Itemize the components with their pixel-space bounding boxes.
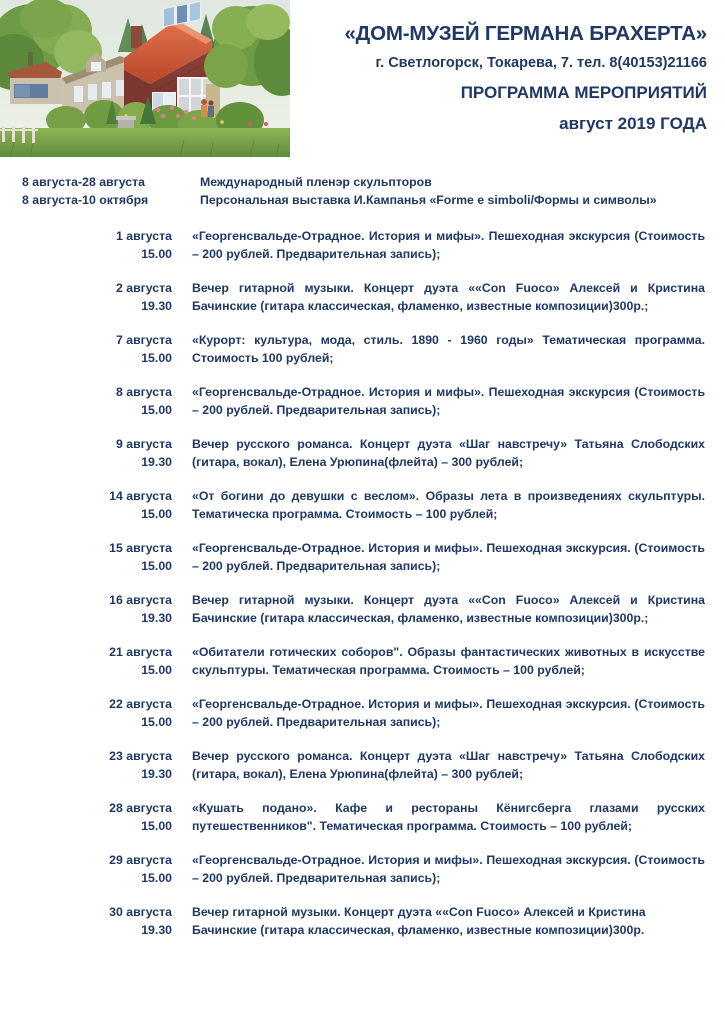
program-title: ПРОГРАММА МЕРОПРИЯТИЙ — [460, 82, 707, 102]
season-row — [14, 192, 705, 210]
event-date: 14 августа — [109, 489, 172, 503]
event-time: 19.30 — [141, 298, 172, 313]
event-time: 15.00 — [141, 506, 172, 521]
event-row — [14, 540, 705, 575]
museum-title: «ДОМ-МУЗЕЙ ГЕРМАНА БРАХЕРТА» — [344, 22, 707, 45]
event-row — [14, 280, 705, 315]
event-description: «Георгенсвальде-Отрадное. История и мифы». Пешеходная экскурсия. (Стоимость – 200 рублей. Предварительная запись); — [192, 697, 705, 729]
event-description: Вечер гитарной музыки. Концерт дуэта ««Con Fuoco» Алексей и Кристина Бачинские (гитара классическая, фламенко, известные композиции)300р. — [192, 905, 646, 937]
event-row — [14, 384, 705, 419]
event-date: 2 августа — [115, 281, 172, 295]
event-when — [14, 280, 172, 315]
event-date: 23 августа — [109, 749, 172, 763]
event-rows — [14, 228, 705, 939]
event-description: «Георгенсвальде-Отрадное. История и мифы». Пешеходная экскурсия (Стоимость – 200 рублей. Предварительная запись); — [192, 229, 705, 261]
event-time: 15.00 — [141, 402, 172, 417]
event-date: 9 августа — [115, 437, 172, 451]
event-description: Вечер русского романса. Концерт дуэта «Шаг навстречу» Татьяна Слободских (гитара, вокал), Елена Урюпина(флейта) – 300 рублей; — [192, 437, 705, 469]
event-date: 1 августа — [115, 229, 172, 243]
event-when — [14, 332, 172, 367]
event-date: 22 августа — [109, 697, 172, 711]
program-listing — [0, 174, 725, 939]
event-row — [14, 904, 705, 939]
event-when — [14, 644, 172, 679]
season-row-description: Персональная выставка И.Кампанья «Forme e simboli/Формы и символы» — [200, 192, 657, 207]
event-time: 15.00 — [141, 558, 172, 573]
event-time: 15.00 — [141, 870, 172, 885]
event-description: «Георгенсвальде-Отрадное. История и мифы». Пешеходная экскурсия. (Стоимость – 200 рублей. Предварительная запись); — [192, 541, 705, 573]
event-time: 15.00 — [141, 662, 172, 677]
event-time: 19.30 — [141, 766, 172, 781]
event-description: «Георгенсвальде-Отрадное. История и мифы». Пешеходная экскурсия. (Стоимость – 200 рублей. Предварительная запись); — [192, 853, 705, 885]
event-time: 19.30 — [141, 610, 172, 625]
event-row — [14, 332, 705, 367]
event-date: 30 августа — [109, 905, 172, 919]
event-date: 15 августа — [109, 541, 172, 555]
event-description: Вечер гитарной музыки. Концерт дуэта ««Con Fuoco» Алексей и Кристина Бачинские (гитара классическая, фламенко, известные композиции)300р.; — [192, 281, 705, 313]
event-date: 21 августа — [109, 645, 172, 659]
event-when — [14, 696, 172, 731]
season-rows — [14, 174, 705, 209]
museum-watercolor-image — [0, 0, 290, 157]
event-date: 28 августа — [109, 801, 172, 815]
event-when — [14, 904, 172, 939]
event-description: Вечер гитарной музыки. Концерт дуэта ««Con Fuoco» Алексей и Кристина Бачинские (гитара классическая, фламенко, известные композиции)300р.; — [192, 593, 705, 625]
event-description: «От богини до девушки с веслом». Образы лета в произведениях скульптуры. Тематическа программа. Стоимость – 100 рублей; — [192, 489, 705, 521]
event-when — [14, 852, 172, 887]
event-when — [14, 488, 172, 523]
event-date: 8 августа — [115, 385, 172, 399]
event-description: «Кушать подано». Кафе и рестораны Кёнигсберга глазами русских путешественников". Тематическая программа. Стоимость – 100 рублей; — [192, 801, 705, 833]
event-date: 7 августа — [115, 333, 172, 347]
event-time: 19.30 — [141, 454, 172, 469]
event-row — [14, 852, 705, 887]
header-text-block — [290, 0, 725, 157]
event-description: «Георгенсвальде-Отрадное. История и мифы». Пешеходная экскурсия (Стоимость – 200 рублей. Предварительная запись); — [192, 385, 705, 417]
event-description: «Обитатели готических соборов". Образы фантастических животных в искусстве скульптуры. Тематическая программа. Стоимость – 100 рублей; — [192, 645, 705, 677]
event-row — [14, 748, 705, 783]
event-description: Вечер русского романса. Концерт дуэта «Шаг навстречу» Татьяна Слободских (гитара, вокал), Елена Урюпина(флейта) – 300 рублей; — [192, 749, 705, 781]
event-time: 15.00 — [141, 714, 172, 729]
event-time: 15.00 — [141, 818, 172, 833]
event-row — [14, 696, 705, 731]
program-month: август 2019 ГОДА — [559, 113, 707, 133]
event-row — [14, 488, 705, 523]
event-row — [14, 436, 705, 471]
event-row — [14, 644, 705, 679]
event-row — [14, 592, 705, 627]
event-date: 29 августа — [109, 853, 172, 867]
event-when — [14, 748, 172, 783]
event-row — [14, 800, 705, 835]
event-when — [14, 228, 172, 263]
season-row-dates: 8 августа-28 августа — [22, 175, 145, 189]
event-date: 16 августа — [109, 593, 172, 607]
event-when — [14, 592, 172, 627]
museum-address: г. Светлогорск, Токарева, 7. тел. 8(40153)21166 — [375, 54, 707, 71]
event-time: 15.00 — [141, 350, 172, 365]
event-row — [14, 228, 705, 263]
event-when — [14, 800, 172, 835]
event-when — [14, 540, 172, 575]
season-row — [14, 174, 705, 192]
event-time: 19.30 — [141, 922, 172, 937]
event-time: 15.00 — [141, 246, 172, 261]
event-when — [14, 384, 172, 419]
season-row-dates: 8 августа-10 октября — [22, 192, 149, 207]
event-when — [14, 436, 172, 471]
event-description: «Курорт: культура, мода, стиль. 1890 - 1960 годы» Тематическая программа. Стоимость 100 рублей; — [192, 333, 705, 365]
season-row-description: Международный пленэр скульпторов — [200, 175, 432, 189]
document-header — [0, 0, 725, 158]
